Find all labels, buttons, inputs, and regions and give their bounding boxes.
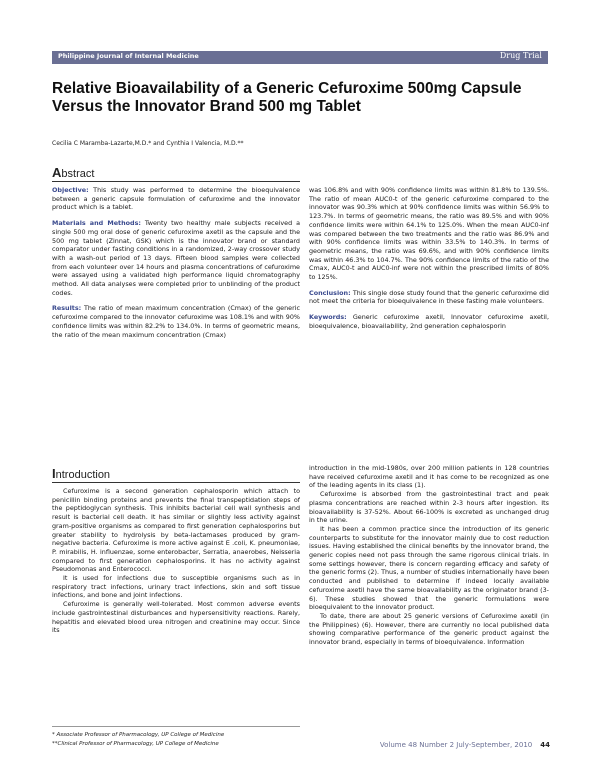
introduction-heading: Introduction	[52, 466, 111, 481]
footnote-rule	[52, 726, 300, 727]
intro-paragraph-4: introduction in the mid-1980s, over 200 million patients in 128 countries have received cefuroxime axetil and it has come to be recognized as one of the leading agents in its class (1).	[309, 464, 549, 490]
journal-header-bar	[52, 51, 548, 64]
methods-label: Materials and Methods:	[52, 219, 141, 228]
abstract-right-column	[309, 186, 549, 458]
page-footer	[360, 741, 550, 749]
introduction-rule	[52, 482, 300, 483]
introduction-right-column	[309, 464, 549, 736]
abstract-conclusion	[309, 289, 549, 306]
footnote-1: * Associate Professor of Pharmacology, UP College of Medicine	[52, 732, 225, 738]
keywords-label: Keywords:	[309, 313, 347, 322]
introduction-left-column	[52, 487, 300, 719]
abstract-methods	[52, 219, 300, 297]
abstract-left-column	[52, 186, 300, 458]
results-text: The ratio of mean maximum concentration (Cmax) of the generic cefuroxime compared to the innovator cefuroxime was 108.1% and with 90% confidence limits was within 82.2% to 134.0%. In terms of geometric means, the ratio of the mean maximum concentration (Cmax)	[52, 304, 300, 339]
intro-paragraph-5: Cefuroxime is absorbed from the gastrointestinal tract and peak plasma concentrations are reached within 2-3 hours after ingestion. Its bioavailability is 37-52%. About 66-100% is excreted as unchanged drug in the urine.	[309, 490, 549, 525]
objective-text: This study was performed to determine the bioequivalence between a generic capsule formulation of cefuroxime and the innovator product which is a tablet.	[52, 186, 300, 212]
footnote-2: **Clinical Professor of Pharmacology, UP College of Medicine	[52, 741, 219, 747]
footnotes	[52, 731, 302, 749]
abstract-keywords	[309, 313, 549, 330]
intro-paragraph-7: To date, there are about 25 generic versions of Cefuroxime axetil (in the Philippines) (6). However, there are currently no local published data showing comparative performance of the generic product against the innovator brand, especially in terms of bioequivalence. Information	[309, 611, 549, 647]
journal-name: Philippine Journal of Internal Medicine	[58, 52, 199, 60]
intro-paragraph-6: It has been a common practice since the introduction of its generic counterparts to substitute for the innovator mainly due to cost reduction issues. Having established the clinical benefits by the innovator brand, the generic copies need not pass through the same rigorous clinical trials. In some settings however, there is concern regarding efficacy and safety of the generic forms (2). Thus, a number of studies internationally have been conducted and published to determine if indeed locally available cefuroxime axetil have the same bioavailability as the originator brand (3-6). These studies showed that the generic formulations were bioequivalent to the innovator product.	[309, 524, 549, 612]
page-number: 44	[540, 741, 550, 749]
section-label: Drug Trial	[499, 51, 542, 60]
methods-text: Twenty two healthy male subjects received a single 500 mg oral dose of generic cefuroxime axetil as the capsule and the 500 mg tablet (Zinnat, GSK) which is the innovator brand or standard comparator under fasting conditions in a randomized, 2-way crossover study with a wash-out period of 13 days. Fifteen blood samples were collected from each volunteer over 14 hours and plasma concentrations of cefuroxime were assayed using a validated high performance liquid chromatography method. All data analyses were completed prior to unblinding of the product codes.	[52, 219, 300, 297]
abstract-results-continued: was 106.8% and with 90% confidence limits was within 81.8% to 139.5%. The ratio of mean AUC0-t of the generic cefuroxime compared to the innovator was 90.3% which at 90% confidence limits was within 56.9% to 123.7%. In terms of geometric means, the ratio was 89.5% and with 90% confidence limits were within 64.1% to 125.0%. When the mean AUC0-inf was compared between the two treatments and the ratio was 86.9% and with 90% confidence limits was within 33.5% to 140.3%. In terms of geometric means, the ratio was 69.6%, and with 90% confidence limits was within 46.3% to 104.7%. The 90% confidence limits of the ratio of the Cmax, AUC0-t and AUC0-inf were not within the prescribed limits of 80% to 125%.	[309, 186, 549, 282]
abstract-results	[52, 304, 300, 339]
results-label: Results:	[52, 304, 82, 313]
conclusion-text: This single dose study found that the generic cefuroxime did not meet the criteria for bioequivalence in these fasting male volunteers.	[309, 288, 549, 306]
keywords-text: Generic cefuroxime axetil, Innovator cefuroxime axetil, bioequivalence, bioavailability, 2nd generation cephalosporin	[309, 313, 549, 330]
abstract-objective	[52, 186, 300, 212]
intro-paragraph-3: Cefuroxime is generally well-tolerated. Most common adverse events include gastrointestinal disturbances and hypersensitivity reactions. Rarely, hepatitis and elevated blood urea nitrogen and creatinine may occur. Since its	[52, 600, 300, 635]
intro-paragraph-2: It is used for infections due to susceptible organisms such as in respiratory tract infections, urinary tract infections, skin and soft tissue infections, and bone and joint infections.	[52, 574, 300, 600]
authors: Cecilia C Maramba-Lazarte,M.D.* and Cynthia I Valencia, M.D.**	[52, 140, 244, 147]
intro-paragraph-1: Cefuroxime is a second generation cephalosporin which attach to penicillin binding proteins and prevents the final transpeptidation steps of the peptidoglycan synthesis. This inhibits bacterial cell wall synthesis and result is bacterial cell death. It has similar or slightly less activity against gram-positive organisms as compared to first generation cephalosporins but greater stability to hydrolysis by beta-lactamases produced by gram-negative bacteria. Cefuroxime is more active against E .coli, K. pneumoniae, P. mirabilis, H. influenzae, some enterobacter, Serratia, anaerobes, Neisseria compared to first generation cephalosporins. It has no activity against Pseudomonas and Enterococci.	[52, 487, 300, 574]
objective-label: Objective:	[52, 186, 89, 194]
volume-info: Volume 48 Number 2 July-September, 2010	[379, 741, 533, 749]
article-title: Relative Bioavailability of a Generic Cefuroxime 500mg Capsule Versus the Innovator Brand 500 mg Tablet	[52, 80, 522, 115]
abstract-rule	[52, 181, 300, 182]
conclusion-label: Conclusion:	[309, 288, 351, 297]
abstract-heading: Abstract	[52, 165, 95, 180]
